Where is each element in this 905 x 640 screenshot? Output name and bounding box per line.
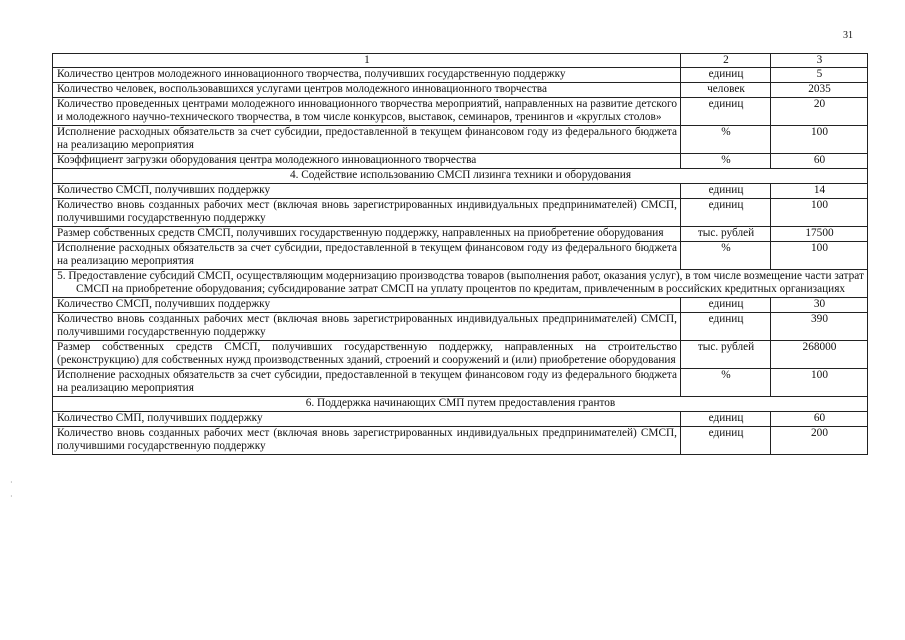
indicator-name-cell: Количество человек, воспользовавшихся услугами центров молодежного инновационного творчества (53, 83, 681, 98)
table-row (53, 298, 868, 313)
indicator-name-cell: Количество СМП, получивших поддержку (53, 412, 681, 427)
indicator-name-cell: Количество центров молодежного инновационного творчества, получивших государственную поддержку (53, 68, 681, 83)
value-cell: 14 (771, 184, 868, 199)
table-row (53, 83, 868, 98)
table-row (53, 369, 868, 397)
indicator-name-cell: Количество вновь созданных рабочих мест (включая вновь зарегистрированных индивидуальных предпринимателей) СМСП, получившими государственную поддержку (53, 313, 681, 341)
value-cell: 5 (771, 68, 868, 83)
section-heading: 4. Содействие использованию СМСП лизинга техники и оборудования (53, 169, 868, 184)
indicator-name-cell: Коэффициент загрузки оборудования центра молодежного инновационного творчества (53, 154, 681, 169)
unit-cell: единиц (681, 298, 771, 313)
value-cell: 30 (771, 298, 868, 313)
indicator-name-cell: Исполнение расходных обязательств за счет субсидии, предоставленной в текущем финансовом году из федерального бюджета на реализацию мероприятия (53, 242, 681, 270)
table-row (53, 184, 868, 199)
value-cell: 60 (771, 154, 868, 169)
table-row (53, 412, 868, 427)
indicator-name-cell: Размер собственных средств СМСП, получивших государственную поддержку, направленных на строительство (реконструкцию) для собственных нужд производственных зданий, строений и сооружений и (или) приобретение оборудования (53, 341, 681, 369)
value-cell: 390 (771, 313, 868, 341)
section-heading-row (53, 169, 868, 184)
unit-cell: человек (681, 83, 771, 98)
value-cell: 20 (771, 98, 868, 126)
unit-cell: единиц (681, 199, 771, 227)
value-cell: 17500 (771, 227, 868, 242)
unit-cell: единиц (681, 313, 771, 341)
unit-cell: тыс. рублей (681, 227, 771, 242)
table-row (53, 313, 868, 341)
indicator-name-cell: Количество проведенных центрами молодежного инновационного творчества мероприятий, направленных на развитие детского и молодежного научно-технического творчества, в том числе конкурсов, выставок, семинаров, тренингов и «круглых столов» (53, 98, 681, 126)
indicator-name-cell: Исполнение расходных обязательств за счет субсидии, предоставленной в текущем финансовом году из федерального бюджета на реализацию мероприятия (53, 126, 681, 154)
indicator-name-cell: Размер собственных средств СМСП, получивших государственную поддержку, направленных на приобретение оборудования (53, 227, 681, 242)
indicator-name-cell: Исполнение расходных обязательств за счет субсидии, предоставленной в текущем финансовом году из федерального бюджета на реализацию мероприятия (53, 369, 681, 397)
value-cell: 2035 (771, 83, 868, 98)
table-row (53, 341, 868, 369)
value-cell: 100 (771, 199, 868, 227)
table-header-row (53, 54, 868, 68)
scan-mark: · (10, 478, 13, 487)
scan-mark: · (10, 492, 13, 501)
indicator-table (52, 53, 868, 455)
indicator-name-cell: Количество СМСП, получивших поддержку (53, 184, 681, 199)
indicator-name-cell: Количество вновь созданных рабочих мест (включая вновь зарегистрированных индивидуальных предпринимателей) СМСП, получившими государственную поддержку (53, 199, 681, 227)
unit-cell: % (681, 126, 771, 154)
section-heading-row (53, 397, 868, 412)
section-heading-row (53, 270, 868, 298)
indicator-name-cell: Количество СМСП, получивших поддержку (53, 298, 681, 313)
unit-cell: единиц (681, 427, 771, 455)
section-heading: 6. Поддержка начинающих СМП путем предоставления грантов (53, 397, 868, 412)
unit-cell: % (681, 154, 771, 169)
table-row (53, 227, 868, 242)
value-cell: 100 (771, 126, 868, 154)
table-row (53, 242, 868, 270)
value-cell: 100 (771, 369, 868, 397)
value-cell: 100 (771, 242, 868, 270)
value-cell: 200 (771, 427, 868, 455)
indicator-name-cell: Количество вновь созданных рабочих мест (включая вновь зарегистрированных индивидуальных предпринимателей) СМСП, получившими государственную поддержку (53, 427, 681, 455)
header-column-3: 3 (771, 54, 868, 68)
unit-cell: % (681, 369, 771, 397)
value-cell: 268000 (771, 341, 868, 369)
unit-cell: тыс. рублей (681, 341, 771, 369)
value-cell: 60 (771, 412, 868, 427)
header-column-1: 1 (53, 54, 681, 68)
unit-cell: % (681, 242, 771, 270)
table-row (53, 98, 868, 126)
header-column-2: 2 (681, 54, 771, 68)
table-body (53, 54, 868, 455)
unit-cell: единиц (681, 184, 771, 199)
table-row (53, 126, 868, 154)
table-row (53, 427, 868, 455)
page-number: 31 (843, 30, 853, 41)
unit-cell: единиц (681, 68, 771, 83)
table-row (53, 68, 868, 83)
table-row (53, 199, 868, 227)
table-row (53, 154, 868, 169)
unit-cell: единиц (681, 98, 771, 126)
unit-cell: единиц (681, 412, 771, 427)
section-heading: 5. Предоставление субсидий СМСП, осуществляющим модернизацию производства товаров (выполнения работ, оказания услуг), в том числе возмещение части затрат СМСП на приобретение оборудования; субсидирование затрат СМСП на уплату процентов по кредитам, привлеченным в российских кредитных организациях (53, 270, 868, 298)
